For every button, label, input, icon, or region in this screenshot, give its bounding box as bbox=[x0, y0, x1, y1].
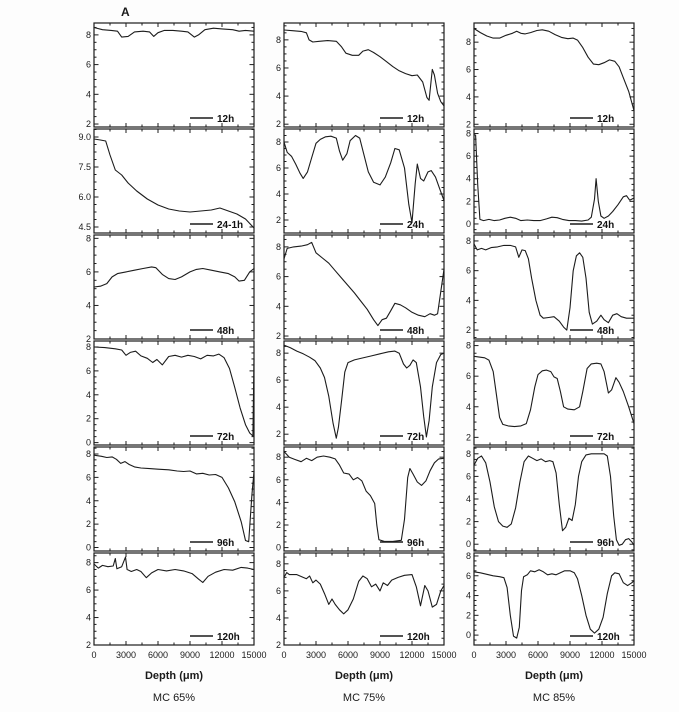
y-tick-label: 4 bbox=[465, 295, 471, 306]
y-tick-label: 8 bbox=[85, 557, 91, 568]
y-tick-label: 8 bbox=[465, 448, 471, 459]
column-label-mc65: MC 65% bbox=[152, 692, 196, 704]
y-tick-label: 6 bbox=[465, 64, 471, 75]
y-tick-label: 6 bbox=[85, 59, 91, 70]
y-tick-label: 2 bbox=[275, 640, 281, 650]
legend-label: 48h bbox=[597, 326, 615, 337]
chart-panel-48h bbox=[256, 234, 446, 340]
y-tick-label: 8 bbox=[465, 235, 471, 246]
y-tick-label: 6 bbox=[275, 585, 281, 596]
y-tick-label: 8 bbox=[465, 37, 471, 48]
y-tick-label: 4 bbox=[465, 494, 471, 504]
x-tick-label: 0 bbox=[471, 650, 477, 660]
y-tick-label: 4 bbox=[275, 189, 281, 199]
y-tick-label: 0 bbox=[465, 630, 471, 641]
chart-panel-24h bbox=[446, 128, 636, 234]
y-tick-label: 8 bbox=[465, 550, 471, 561]
panel-stack-mc65 bbox=[66, 22, 267, 664]
legend-label: 48h bbox=[217, 326, 235, 337]
y-tick-label: 6.0 bbox=[78, 192, 91, 202]
y-tick-label: 2 bbox=[275, 520, 281, 530]
y-tick-label: 4 bbox=[85, 389, 91, 400]
y-tick-label: 6 bbox=[275, 375, 281, 386]
chart-panel-96h bbox=[256, 446, 446, 552]
y-tick-label: 6 bbox=[85, 472, 91, 483]
chart-panel-120h bbox=[256, 552, 457, 664]
y-tick-label: 2 bbox=[465, 119, 471, 130]
y-tick-label: 2 bbox=[465, 610, 471, 621]
x-tick-label: 6000 bbox=[527, 650, 549, 660]
y-tick-label: 8 bbox=[275, 348, 281, 359]
y-tick-label: 2 bbox=[85, 334, 91, 344]
chart-panel-120h bbox=[446, 550, 647, 664]
y-tick-label: 4 bbox=[85, 495, 91, 506]
y-tick-label: 4 bbox=[465, 173, 471, 184]
y-tick-label: 6 bbox=[465, 570, 471, 581]
chart-panel-72h bbox=[66, 340, 256, 446]
legend-label: 72h bbox=[407, 432, 425, 443]
y-tick-label: 0 bbox=[275, 542, 281, 553]
chart-panel-72h bbox=[256, 340, 446, 446]
chart-panel-96h bbox=[446, 446, 636, 552]
chart-panel-72h bbox=[446, 340, 636, 446]
y-tick-label: 2 bbox=[465, 432, 471, 443]
x-tick-label: 3000 bbox=[495, 650, 517, 660]
x-tick-label: 12000 bbox=[589, 650, 615, 660]
y-tick-label: 6 bbox=[275, 163, 281, 173]
y-tick-label: 6 bbox=[465, 471, 471, 482]
legend-label: 96h bbox=[217, 538, 235, 549]
legend-label: 72h bbox=[217, 432, 235, 443]
y-tick-label: 8 bbox=[465, 128, 471, 139]
y-tick-label: 4.5 bbox=[78, 222, 91, 232]
y-tick-label: 8 bbox=[85, 233, 91, 244]
y-tick-label: 0 bbox=[465, 218, 471, 229]
y-tick-label: 8 bbox=[85, 29, 91, 40]
y-tick-label: 6 bbox=[465, 151, 471, 162]
y-tick-label: 6 bbox=[465, 265, 471, 276]
y-tick-label: 4 bbox=[465, 91, 471, 102]
y-tick-label: 2 bbox=[85, 413, 91, 424]
chart-panel-48h bbox=[446, 234, 636, 340]
chart-panel-12h bbox=[256, 22, 446, 128]
y-tick-label: 4 bbox=[465, 590, 471, 601]
legend-label: 96h bbox=[597, 538, 615, 549]
legend-label: 120h bbox=[597, 632, 620, 643]
y-tick-label: 0 bbox=[465, 539, 471, 550]
chart-panel-120h bbox=[66, 552, 267, 664]
y-tick-label: 2 bbox=[275, 119, 281, 130]
chart-panel-12h bbox=[446, 22, 636, 128]
y-tick-label: 4 bbox=[275, 612, 281, 623]
y-tick-label: 8 bbox=[275, 452, 281, 463]
y-tick-label: 8 bbox=[85, 449, 91, 460]
x-tick-label: 15000 bbox=[241, 650, 267, 660]
x-tick-label: 3000 bbox=[305, 650, 327, 660]
legend-label: 96h bbox=[407, 538, 425, 549]
x-tick-label: 9000 bbox=[179, 650, 201, 660]
legend-label: 24h bbox=[597, 220, 615, 231]
legend-label: 12h bbox=[597, 114, 615, 125]
y-tick-label: 8 bbox=[465, 340, 471, 351]
chart-panel-24h bbox=[256, 128, 446, 234]
legend-label: 72h bbox=[597, 432, 615, 443]
panel-stack-mc75 bbox=[256, 22, 457, 664]
legend-label: 24-1h bbox=[217, 220, 244, 231]
chart-column-mc65 bbox=[66, 22, 267, 704]
figure-label: A bbox=[121, 5, 130, 19]
y-tick-label: 4 bbox=[275, 402, 281, 413]
y-tick-label: 6 bbox=[85, 365, 91, 376]
x-tick-label: 12000 bbox=[399, 650, 425, 660]
x-tick-label: 0 bbox=[281, 650, 287, 660]
x-tick-label: 6000 bbox=[337, 650, 359, 660]
x-tick-label: 15000 bbox=[621, 650, 647, 660]
chart-panel-96h bbox=[66, 446, 256, 552]
y-tick-label: 4 bbox=[275, 301, 281, 312]
x-tick-label: 15000 bbox=[431, 650, 457, 660]
legend-label: 120h bbox=[217, 632, 240, 643]
legend-label: 24h bbox=[407, 220, 425, 231]
y-tick-label: 4 bbox=[85, 89, 91, 100]
chart-column-mc75 bbox=[256, 22, 457, 704]
chart-panel-24-1h bbox=[66, 128, 256, 234]
y-tick-label: 6 bbox=[275, 62, 281, 73]
y-tick-label: 0 bbox=[85, 542, 91, 553]
x-tick-label: 12000 bbox=[209, 650, 235, 660]
y-tick-label: 6 bbox=[85, 266, 91, 277]
panel-stack-mc85 bbox=[446, 22, 647, 664]
chart-panel-48h bbox=[66, 233, 256, 344]
legend-label: 12h bbox=[217, 114, 235, 125]
y-tick-label: 7.5 bbox=[78, 162, 91, 172]
y-tick-label: 2 bbox=[85, 519, 91, 530]
legend-label: 120h bbox=[407, 632, 430, 643]
x-axis-label: Depth (μm) bbox=[524, 670, 584, 682]
y-tick-label: 2 bbox=[85, 119, 91, 130]
x-axis-label: Depth (μm) bbox=[144, 670, 204, 682]
column-label-mc75: MC 75% bbox=[342, 692, 386, 704]
y-tick-label: 2 bbox=[275, 215, 281, 225]
y-tick-label: 6 bbox=[465, 371, 471, 382]
y-tick-label: 8 bbox=[85, 341, 91, 352]
y-tick-label: 8 bbox=[275, 241, 281, 252]
x-tick-label: 9000 bbox=[559, 650, 581, 660]
y-tick-label: 8 bbox=[275, 137, 281, 147]
y-tick-label: 6 bbox=[275, 271, 281, 282]
x-axis-label: Depth (μm) bbox=[334, 670, 394, 682]
chart-panel-12h bbox=[66, 22, 256, 128]
y-tick-label: 4 bbox=[465, 401, 471, 412]
y-tick-label: 4 bbox=[85, 612, 91, 623]
y-tick-label: 4 bbox=[85, 300, 91, 311]
legend-label: 12h bbox=[407, 114, 425, 125]
y-tick-label: 6 bbox=[275, 474, 281, 485]
y-tick-label: 4 bbox=[275, 91, 281, 102]
y-tick-label: 2 bbox=[465, 516, 471, 527]
y-tick-label: 2 bbox=[275, 331, 281, 342]
x-tick-label: 0 bbox=[91, 650, 97, 660]
x-tick-label: 3000 bbox=[115, 650, 137, 660]
y-tick-label: 2 bbox=[275, 429, 281, 440]
column-label-mc85: MC 85% bbox=[532, 692, 576, 704]
x-tick-label: 6000 bbox=[147, 650, 169, 660]
y-tick-label: 8 bbox=[275, 558, 281, 569]
y-tick-label: 2 bbox=[465, 196, 471, 207]
y-tick-label: 2 bbox=[85, 640, 91, 650]
chart-column-mc85 bbox=[446, 22, 647, 704]
y-tick-label: 9.0 bbox=[78, 132, 91, 142]
y-tick-label: 8 bbox=[275, 34, 281, 45]
y-tick-label: 6 bbox=[85, 585, 91, 596]
y-tick-label: 4 bbox=[275, 497, 281, 508]
legend-label: 48h bbox=[407, 326, 425, 337]
y-tick-label: 0 bbox=[85, 437, 91, 448]
y-tick-label: 2 bbox=[465, 325, 471, 336]
x-tick-label: 9000 bbox=[369, 650, 391, 660]
